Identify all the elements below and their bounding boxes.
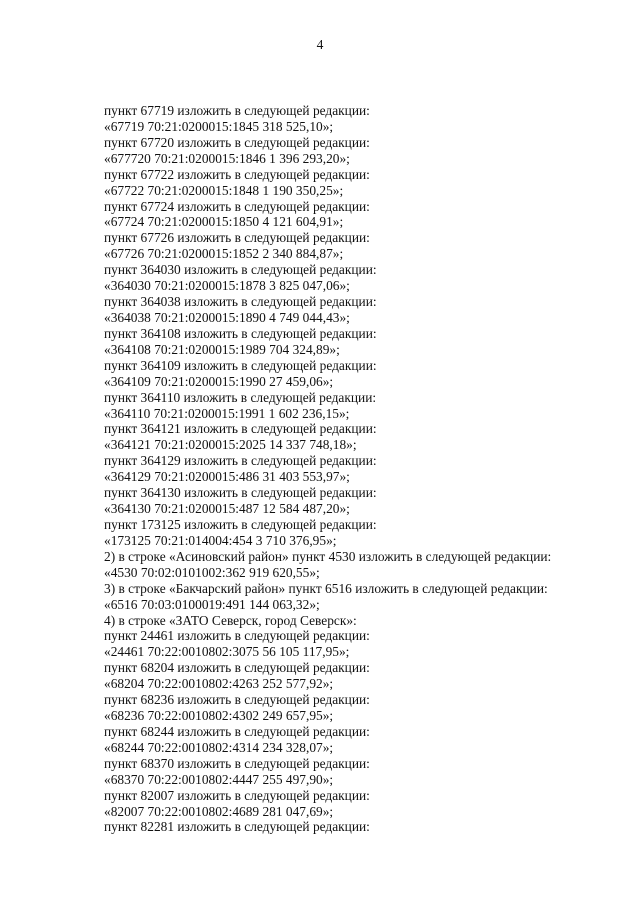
text-line: «677720 70:21:0200015:1846 1 396 293,20»; bbox=[104, 150, 350, 166]
text-line: «67726 70:21:0200015:1852 2 340 884,87»; bbox=[104, 246, 344, 262]
text-line: пункт 364121 изложить в следующей редакции: bbox=[104, 421, 377, 437]
text-line: «364130 70:21:0200015:487 12 584 487,20»; bbox=[104, 501, 350, 517]
text-line: пункт 364108 изложить в следующей редакции: bbox=[104, 325, 377, 341]
text-line: пункт 68204 изложить в следующей редакции: bbox=[104, 660, 370, 676]
text-line: «67724 70:21:0200015:1850 4 121 604,91»; bbox=[104, 214, 344, 230]
text-line: «364030 70:21:0200015:1878 3 825 047,06»; bbox=[104, 278, 350, 294]
text-line: «68236 70:22:0010802:4302 249 657,95»; bbox=[104, 708, 334, 724]
text-line: пункт 364129 изложить в следующей редакции: bbox=[104, 453, 377, 469]
text-line: пункт 364030 изложить в следующей редакции: bbox=[104, 262, 377, 278]
text-line: пункт 82281 изложить в следующей редакции: bbox=[104, 819, 370, 835]
text-line: пункт 68236 изложить в следующей редакции: bbox=[104, 692, 370, 708]
text-line: пункт 364038 изложить в следующей редакции: bbox=[104, 294, 377, 310]
text-line: «68370 70:22:0010802:4447 255 497,90»; bbox=[104, 771, 334, 787]
text-line: «364129 70:21:0200015:486 31 403 553,97»; bbox=[104, 469, 350, 485]
text-line: пункт 364109 изложить в следующей редакции: bbox=[104, 357, 377, 373]
text-line: пункт 67719 изложить в следующей редакции: bbox=[104, 103, 370, 118]
text-line: «364038 70:21:0200015:1890 4 749 044,43»; bbox=[104, 309, 350, 325]
text-line: пункт 67724 изложить в следующей редакции: bbox=[104, 198, 370, 214]
text-line: 4) в строке «ЗАТО Северск, город Северск»: bbox=[104, 612, 357, 628]
text-line: пункт 364110 изложить в следующей редакции: bbox=[104, 389, 377, 405]
text-line: «68204 70:22:0010802:4263 252 577,92»; bbox=[104, 676, 334, 692]
text-line: пункт 173125 изложить в следующей редакции: bbox=[104, 516, 377, 532]
text-line: «364110 70:21:0200015:1991 1 602 236,15»; bbox=[104, 405, 350, 421]
text-line: пункт 82007 изложить в следующей редакции: bbox=[104, 787, 370, 803]
text-line: «82007 70:22:0010802:4689 281 047,69»; bbox=[104, 803, 334, 819]
text-line: «24461 70:22:0010802:3075 56 105 117,95»; bbox=[104, 644, 350, 660]
text-line: пункт 68370 изложить в следующей редакции: bbox=[104, 755, 370, 771]
text-line: «173125 70:21:014004:454 3 710 376,95»; bbox=[104, 532, 337, 548]
document-body bbox=[104, 103, 624, 835]
text-line: пункт 68244 изложить в следующей редакции: bbox=[104, 723, 370, 739]
text-line: «67722 70:21:0200015:1848 1 190 350,25»; bbox=[104, 182, 344, 198]
text-line: пункт 364130 изложить в следующей редакции: bbox=[104, 485, 377, 501]
text-line: «67719 70:21:0200015:1845 318 525,10»; bbox=[104, 118, 334, 134]
page-number: 4 bbox=[316, 37, 324, 52]
text-line: пункт 67726 изложить в следующей редакции: bbox=[104, 230, 370, 246]
text-line: пункт 24461 изложить в следующей редакции: bbox=[104, 628, 370, 644]
text-line: «364121 70:21:0200015:2025 14 337 748,18»; bbox=[104, 437, 357, 453]
text-line: «6516 70:03:0100019:491 144 063,32»; bbox=[104, 596, 320, 612]
text-line: «4530 70:02:0101002:362 919 620,55»; bbox=[104, 564, 320, 580]
text-line: 3) в строке «Бакчарский район» пункт 6516 изложить в следующей редакции: bbox=[104, 580, 548, 596]
text-line: 2) в строке «Асиновский район» пункт 4530 изложить в следующей редакции: bbox=[104, 548, 552, 564]
text-line: «364109 70:21:0200015:1990 27 459,06»; bbox=[104, 373, 334, 389]
text-line: пункт 67722 изложить в следующей редакции: bbox=[104, 166, 370, 182]
text-line: «68244 70:22:0010802:4314 234 328,07»; bbox=[104, 739, 334, 755]
text-line: «364108 70:21:0200015:1989 704 324,89»; bbox=[104, 341, 340, 357]
text-line: пункт 67720 изложить в следующей редакции: bbox=[104, 134, 370, 150]
